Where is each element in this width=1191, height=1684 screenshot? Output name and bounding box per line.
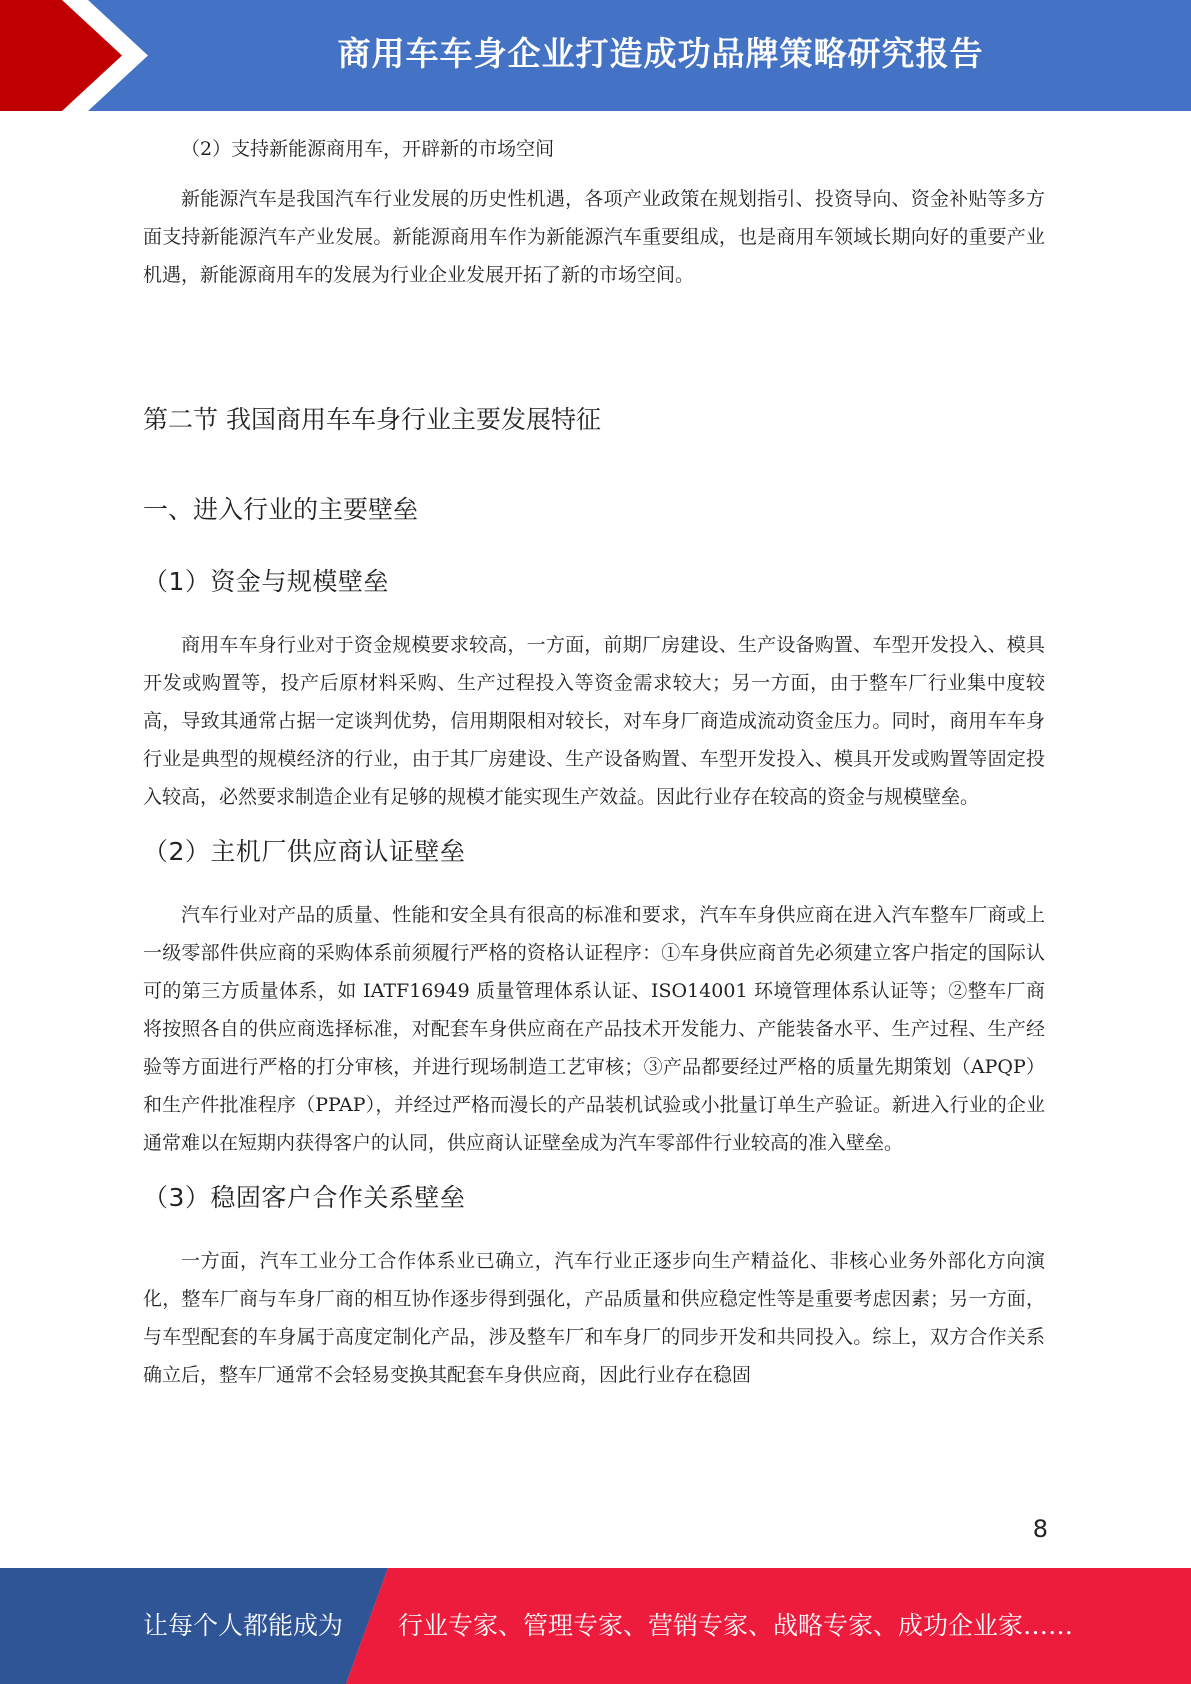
intro-heading: （2）支持新能源商用车，开辟新的市场空间: [181, 138, 555, 160]
subsection-title: 一、进入行业的主要壁垒: [143, 495, 419, 524]
document-body: [143, 130, 1045, 1394]
item-paragraph: 一方面，汽车工业分工合作体系业已确立，汽车行业正逐步向生产精益化、非核心业务外部化方向演化，整车厂商与车身厂商的相互协作逐步得到强化，产品质量和供应稳定性等是重要考虑因素；另一方面，与车型配套的车身属于高度定制化产品，涉及整车厂和车身厂的同步开发和共同投入。综上，双方合作关系确立后，整车厂通常不会轻易变换其配套车身供应商，因此行业存在稳固: [143, 1250, 1045, 1386]
item-paragraph: 商用车车身行业对于资金规模要求较高，一方面，前期厂房建设、生产设备购置、车型开发投入、模具开发或购置等，投产后原材料采购、生产过程投入等资金需求较大；另一方面，由于整车厂行业集中度较高，导致其通常占据一定谈判优势，信用期限相对较长，对车身厂商造成流动资金压力。同时，商用车车身行业是典型的规模经济的行业，由于其厂房建设、生产设备购置、车型开发投入、模具开发或购置等固定投入较高，必然要求制造企业有足够的规模才能实现生产效益。因此行业存在较高的资金与规模壁垒。: [143, 634, 1045, 808]
page-footer: [0, 1568, 1191, 1684]
footer-slogan-right: 行业专家、管理专家、营销专家、战略专家、成功企业家……: [398, 1611, 1074, 1640]
intro-paragraph: 新能源汽车是我国汽车行业发展的历史性机遇，各项产业政策在规划指引、投资导向、资金补贴等多方面支持新能源汽车产业发展。新能源商用车作为新能源汽车重要组成，也是商用车领域长期向好的重要产业机遇，新能源商用车的发展为行业企业发展开拓了新的市场空间。: [143, 188, 1045, 286]
section-title: 第二节 我国商用车车身行业主要发展特征: [143, 405, 601, 434]
item-paragraph: 汽车行业对产品的质量、性能和安全具有很高的标准和要求，汽车车身供应商在进入汽车整车厂商或上一级零部件供应商的采购体系前须履行严格的资格认证程序：①车身供应商首先必须建立客户指定的国际认可的第三方质量体系，如 IATF16949 质量管理体系认证、ISO14001 环境管理体系认证等；②整车厂商将按照各自的供应商选择标准，对配套车身供应商在产品技术开发能力、产能装备水平、生产过程、生产经验等方面进行严格的打分审核，并进行现场制造工艺审核；③产品都要经过严格的质量先期策划（APQP）和生产件批准程序（PPAP），并经过严格而漫长的产品装机试验或小批量订单生产验证。新进入行业的企业通常难以在短期内获得客户的认同，供应商认证壁垒成为汽车零部件行业较高的准入壁垒。: [143, 904, 1045, 1154]
page-number: 8: [1032, 1515, 1048, 1543]
chevron-decoration-icon: [0, 0, 160, 111]
item-heading: （3）稳固客户合作关系壁垒: [143, 1183, 466, 1212]
item-heading: （2）主机厂供应商认证壁垒: [143, 837, 466, 866]
footer-slogan-left: 让每个人都能成为: [143, 1611, 344, 1640]
report-title: 商用车车身企业打造成功品牌策略研究报告: [337, 34, 984, 73]
item-heading: （1）资金与规模壁垒: [143, 567, 389, 596]
page-header: [0, 0, 1191, 111]
